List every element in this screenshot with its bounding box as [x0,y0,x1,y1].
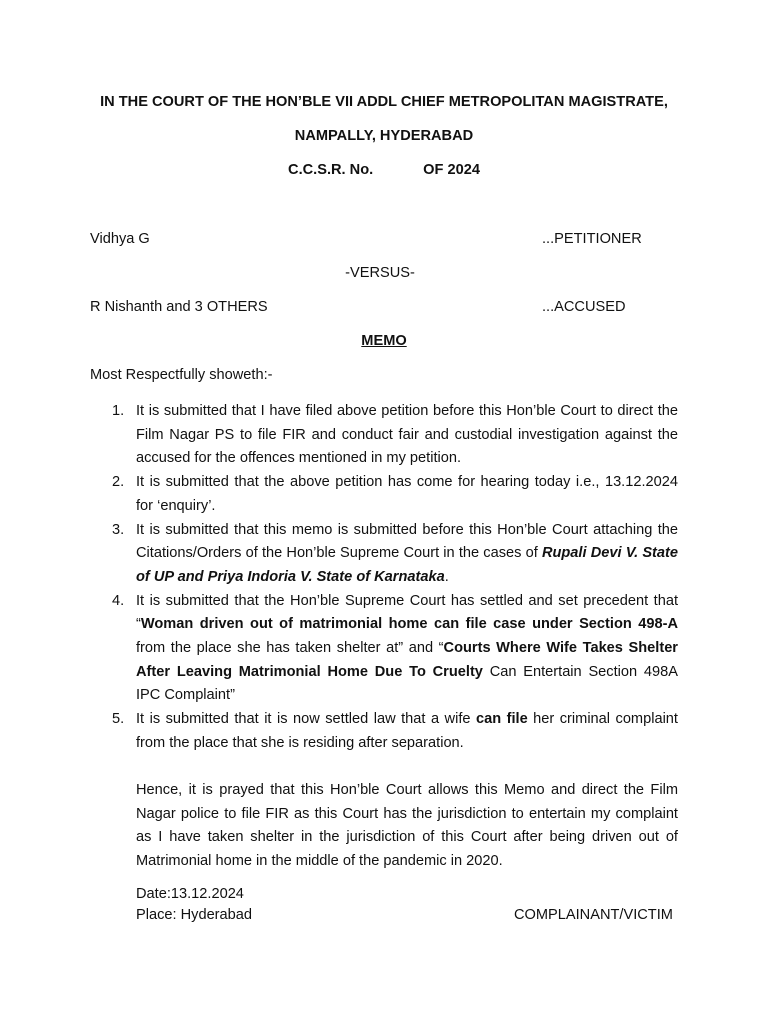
prayer-paragraph: Hence, it is prayed that this Hon’ble Court allows this Memo and direct the Film Nagar police to file FIR as this Court has the jurisdiction to entertain my complaint as I have taken shelter in the jurisdiction of this Court after being driven out of Matrimonial home in the middle of the pandemic in 2020. [136,782,678,870]
item-number: 1. [112,403,125,419]
versus-label: -VERSUS- [345,265,415,281]
item-text: It is submitted that it is now settled law that a wife [136,711,476,728]
court-location: NAMPALLY, HYDERABAD [294,128,474,144]
accused-role: ...ACCUSED [542,299,626,315]
signatory-label: COMPLAINANT/VICTIM [514,907,673,923]
petitioner-role: ...PETITIONER [542,231,642,247]
petitioner-name: Vidhya G [90,231,150,247]
item-number: 5. [112,711,125,728]
submission-item [90,519,678,590]
item-text-end: her criminal complaint from the place that she is residing after separation. [136,711,678,751]
item-text-middle: from the place she has taken shelter at” and “ [136,640,444,657]
item-text: It is submitted that I have filed above petition before this Hon’ble Court to direct the Film Nagar PS to file FIR and conduct fair and custodial investigation against the accused for the offences mentioned in my petition. [136,403,678,467]
petitioner-row [90,231,680,251]
case-year: OF 2024 [423,162,480,178]
item-number: 4. [112,592,125,609]
accused-name: R Nishanth and 3 OTHERS [90,299,268,315]
precedent-quote-1: Woman driven out of matrimonial home can file case under Section 498-A [140,616,678,633]
item-text: It is submitted that this memo is submitted before this Hon’ble Court attaching the Citations/Orders of the Hon’ble Supreme Court in the cases of [136,521,678,562]
case-number [0,162,768,178]
submission-item [90,400,678,471]
submission-list [90,400,678,756]
submission-item [90,590,678,709]
item-number: 2. [112,474,125,491]
precedent-quote-2: Courts Where Wife Takes Shelter After Leaving Matrimonial Home Due To Cruelty [136,640,678,680]
item-text-end: . [444,568,449,585]
footer-date: Date:13.12.2024 [136,886,244,902]
submission-item [90,708,678,755]
footer-place: Place: Hyderabad [136,907,253,923]
item-text-end: Can Entertain Section 498A IPC Complaint” [136,663,678,704]
case-number-label: C.C.S.R. No. [288,162,374,178]
salutation: Most Respectfully showeth:- [90,367,273,383]
emphasis-text: can file [475,711,528,728]
accused-row [90,299,680,319]
item-text: It is submitted that the Hon’ble Supreme Court has settled and set precedent that “ [136,592,678,633]
memo-title: MEMO [361,333,407,349]
submission-item [90,471,678,518]
court-title: IN THE COURT OF THE HON’BLE VII ADDL CHIEF METROPOLITAN MAGISTRATE, [100,94,668,110]
item-text: It is submitted that the above petition has come for hearing today i.e., 13.12.2024 for ‘enquiry’. [136,474,678,514]
cited-cases: Rupali Devi V. State of UP and Priya Indoria V. State of Karnataka [136,545,679,585]
item-number: 3. [112,521,125,538]
